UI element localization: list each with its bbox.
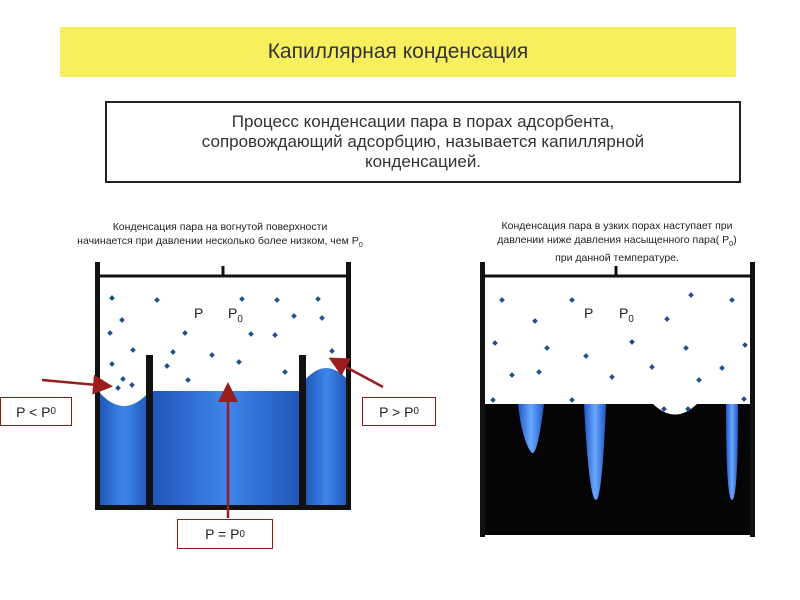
definition-line-3: конденсацией. [364, 152, 482, 171]
right-vessel [480, 262, 755, 537]
right-p-label: P [584, 305, 594, 321]
definition-line-2: сопровождающий адсорбцию, называется капиллярной [201, 132, 645, 151]
right-caption-line-1: Конденсация пара в узких порах наступает при [501, 220, 733, 232]
label-p-less-p0: P < P 0 [0, 397, 72, 426]
definition-line-1: Процесс конденсации пара в порах адсорбента, [231, 112, 615, 131]
right-capillary-liquid [305, 368, 348, 507]
left-p0-label: $P_0$ [228, 305, 243, 325]
left-caption-line-2: начинается при давлении несколько более низком, чем $P_0$ [77, 235, 363, 250]
right-caption-line-2: давлении ниже давления насыщенного пара( $P_0$) [497, 234, 737, 249]
right-vessel-left-wall [480, 262, 485, 537]
right-partition [299, 355, 306, 510]
bottom-wall [95, 505, 351, 510]
right-caption-line-3: при данной температуре. [555, 252, 679, 265]
page-title: Капиллярная конденсация [267, 40, 529, 63]
right-p0-label: $P_0$ [619, 305, 634, 325]
left-caption-line-1: Конденсация пара на вогнутой поверхности [112, 221, 328, 233]
left-capillary-liquid [99, 392, 149, 507]
label-p-greater-p0: P > P 0 [362, 397, 436, 426]
left-p-label: P [194, 305, 204, 321]
right-vessel-right-wall [750, 262, 755, 537]
label-p-equal-p0: P = P 0 [177, 519, 273, 549]
left-partition [146, 355, 153, 510]
right-outer-wall [346, 262, 351, 510]
center-liquid [153, 391, 300, 507]
